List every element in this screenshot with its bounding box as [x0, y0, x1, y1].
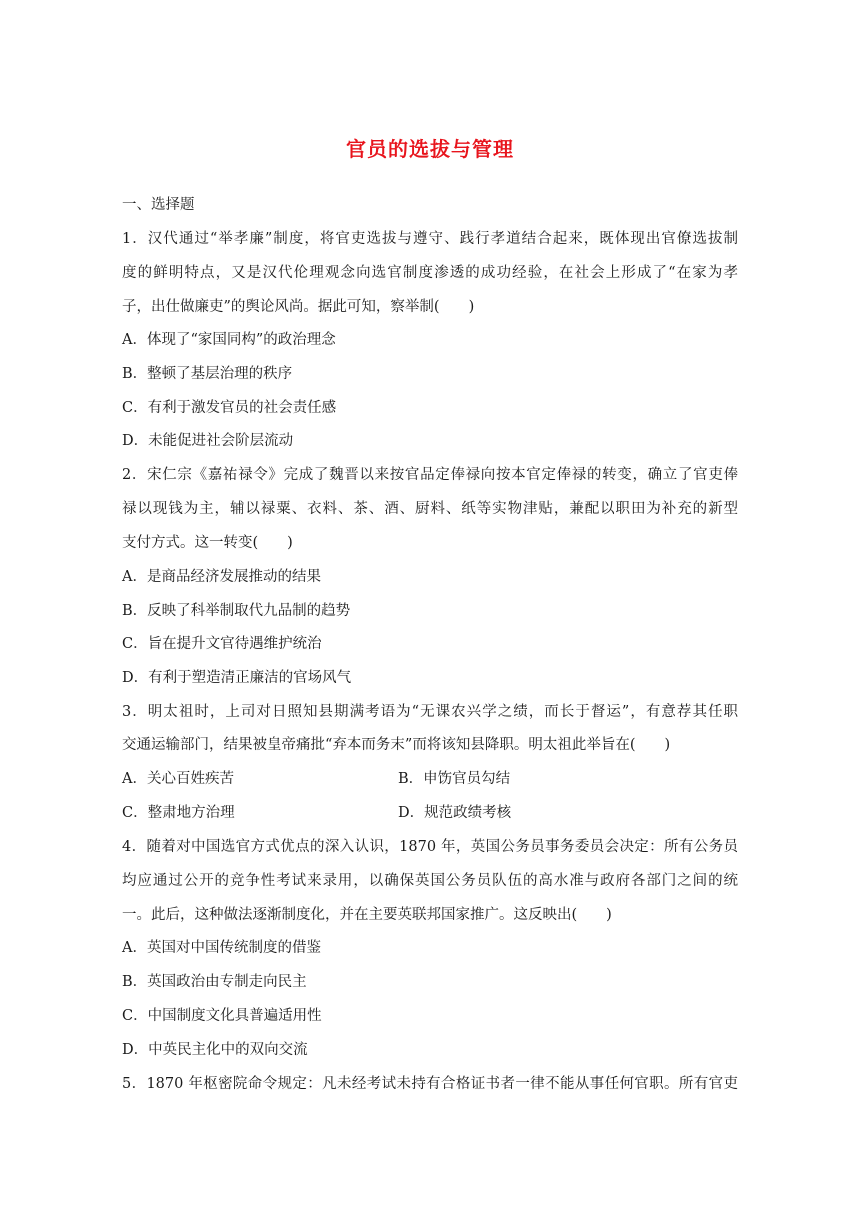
question-2-stem-line-2: 禄以现钱为主，辅以禄粟、衣料、茶、酒、厨料、纸等实物津贴，兼配以职田为补充的新型 — [122, 501, 738, 517]
question-1-option-a: A．体现了“家国同构”的政治理念 — [122, 332, 336, 348]
question-1-stem-line-3: 子，出仕做廉吏”的舆论风尚。据此可知，察举制( ) — [122, 299, 475, 315]
question-2-option-c: C．旨在提升文官待遇维护统治 — [122, 636, 322, 652]
question-1-option-c: C．有利于激发官员的社会责任感 — [122, 400, 337, 416]
question-4-stem-line-3: 一。此后，这种做法逐渐制度化，并在主要英联邦国家推广。这反映出( ) — [122, 907, 612, 923]
question-3-option-a: A．关心百姓疾苦 — [122, 771, 234, 787]
question-1-stem-line-1: 1．汉代通过“举孝廉”制度，将官吏选拔与遵守、践行孝道结合起来，既体现出官僚选拔制 — [122, 231, 738, 247]
question-1-option-d: D．未能促进社会阶层流动 — [122, 433, 294, 449]
question-3-option-c: C．整肃地方治理 — [122, 805, 235, 821]
question-2-option-d: D．有利于塑造清正廉洁的官场风气 — [122, 670, 352, 686]
question-1-option-b: B．整顿了基层治理的秩序 — [122, 366, 293, 382]
question-4-option-b: B．英国政治由专制走向民主 — [122, 974, 307, 990]
question-2-stem-line-3: 支付方式。这一转变( ) — [122, 535, 293, 551]
question-3-stem-line-1: 3．明太祖时，上司对日照知县期满考语为“无课农兴学之绩，而长于督运”，有意荐其任职 — [122, 704, 738, 720]
question-2-stem-line-1: 2．宋仁宗《嘉祐禄令》完成了魏晋以来按官品定俸禄向按本官定俸禄的转变，确立了官吏俸 — [122, 467, 738, 483]
question-2-option-a: A．是商品经济发展推动的结果 — [122, 569, 321, 585]
document-title: 官员的选拔与管理 — [346, 137, 514, 161]
question-4-stem-line-2: 均应通过公开的竞争性考试来录用，以确保英国公务员队伍的高水准与政府各部门之间的统 — [122, 873, 738, 889]
question-3-option-d: D．规范政绩考核 — [398, 805, 512, 821]
question-3-option-b: B．申饬官员勾结 — [398, 771, 511, 787]
question-4-option-d: D．中英民主化中的双向交流 — [122, 1042, 308, 1058]
question-4-option-c: C．中国制度文化具普遍适用性 — [122, 1008, 322, 1024]
question-2-option-b: B．反映了科举制取代九品制的趋势 — [122, 603, 351, 619]
section-heading: 一、选择题 — [122, 197, 195, 213]
question-3-stem-line-2: 交通运输部门，结果被皇帝痛批“弃本而务末”而将该知县降职。明太祖此举旨在( ) — [122, 737, 671, 753]
question-1-stem-line-2: 度的鲜明特点，又是汉代伦理观念向选官制度渗透的成功经验，在社会上形成了“在家为孝 — [122, 265, 738, 281]
question-5-stem-line-1: 5．1870 年枢密院命令规定：凡未经考试未持有合格证书者一律不能从事任何官职。所有官吏 — [122, 1076, 738, 1092]
question-4-option-a: A．英国对中国传统制度的借鉴 — [122, 940, 321, 956]
question-4-stem-line-1: 4．随着对中国选官方式优点的深入认识，1870 年，英国公务员事务委员会决定：所有公务员 — [122, 839, 738, 855]
